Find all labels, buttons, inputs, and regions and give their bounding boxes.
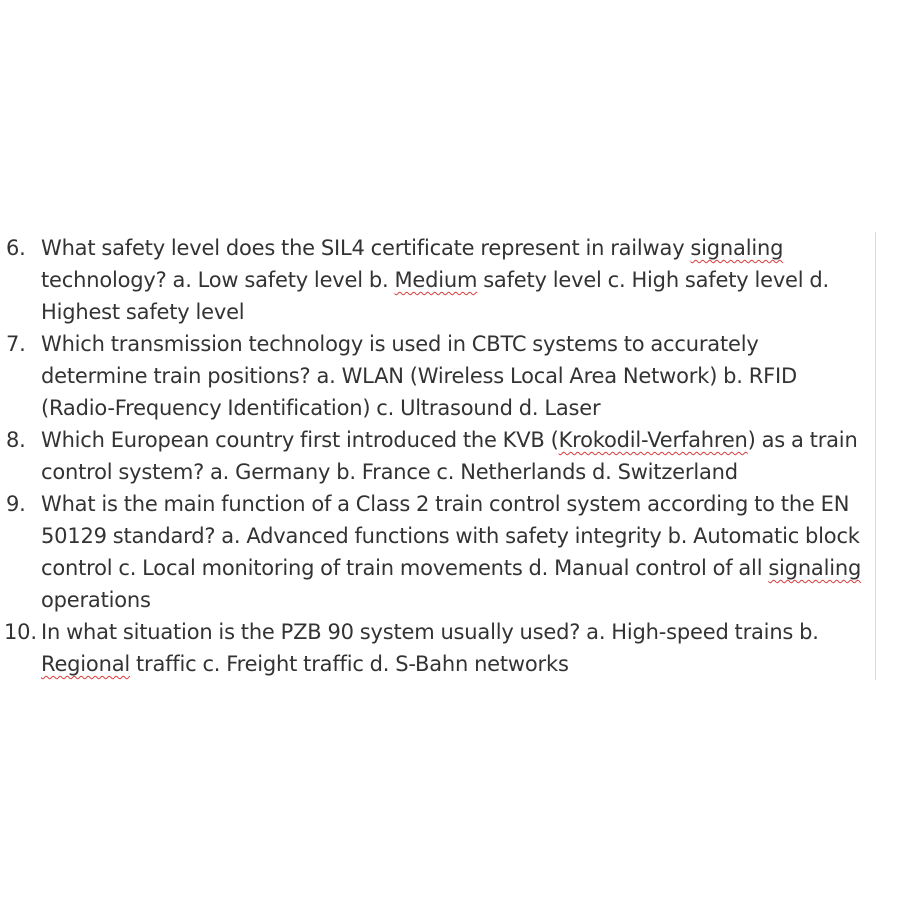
question-text-part: Which transmission technology is used in CBTC systems to accurately determine train positions? a. WLAN (Wireless Local Area Network) b. RFID (Radio-Frequency Identification) c. Ultrasound d. Laser — [41, 332, 797, 420]
question-item-8 — [0, 424, 870, 488]
page-margin-line — [875, 232, 876, 680]
question-text — [41, 236, 829, 324]
question-text — [41, 492, 861, 612]
spellcheck-flagged-word: Regional — [41, 652, 130, 676]
question-number: 6. — [6, 236, 26, 260]
spellcheck-flagged-word: signaling — [690, 236, 784, 260]
question-text-part: What safety level does the SIL4 certificate represent in railway — [41, 236, 691, 260]
question-text-part: Which European country first introduced the KVB ( — [41, 428, 559, 452]
spellcheck-flagged-word: Krokodil-Verfahren — [558, 428, 748, 452]
question-number: 8. — [6, 428, 26, 452]
question-text-part: What is the main function of a Class 2 train control system according to the EN 50129 standard? a. Advanced functions with safety integrity b. Automatic block control c. Local monitoring of train movements d. Manual control of all — [41, 492, 860, 580]
question-number: 9. — [6, 492, 26, 516]
question-item-9 — [0, 488, 870, 616]
spellcheck-flagged-word: Medium — [394, 268, 478, 292]
question-number: 10. — [4, 620, 37, 644]
question-item-10 — [0, 616, 870, 680]
question-list — [0, 232, 870, 680]
question-text-part: traffic c. Freight traffic d. S-Bahn networks — [130, 652, 569, 676]
question-item-6 — [0, 232, 870, 328]
question-item-7 — [0, 328, 870, 424]
question-text — [41, 332, 797, 420]
question-number: 7. — [6, 332, 26, 356]
question-text-part: safety level c. High safety level d. Highest safety level — [41, 268, 829, 324]
question-text — [41, 620, 819, 676]
question-text-part: ) as a train control system? a. Germany b. France c. Netherlands d. Switzerland — [41, 428, 858, 484]
question-text-part: In what situation is the PZB 90 system usually used? a. High-speed trains b. — [41, 620, 819, 644]
question-text-part: operations — [41, 588, 151, 612]
spellcheck-flagged-word: signaling — [768, 556, 862, 580]
question-text — [41, 428, 858, 484]
question-text-part: technology? a. Low safety level b. — [41, 268, 395, 292]
